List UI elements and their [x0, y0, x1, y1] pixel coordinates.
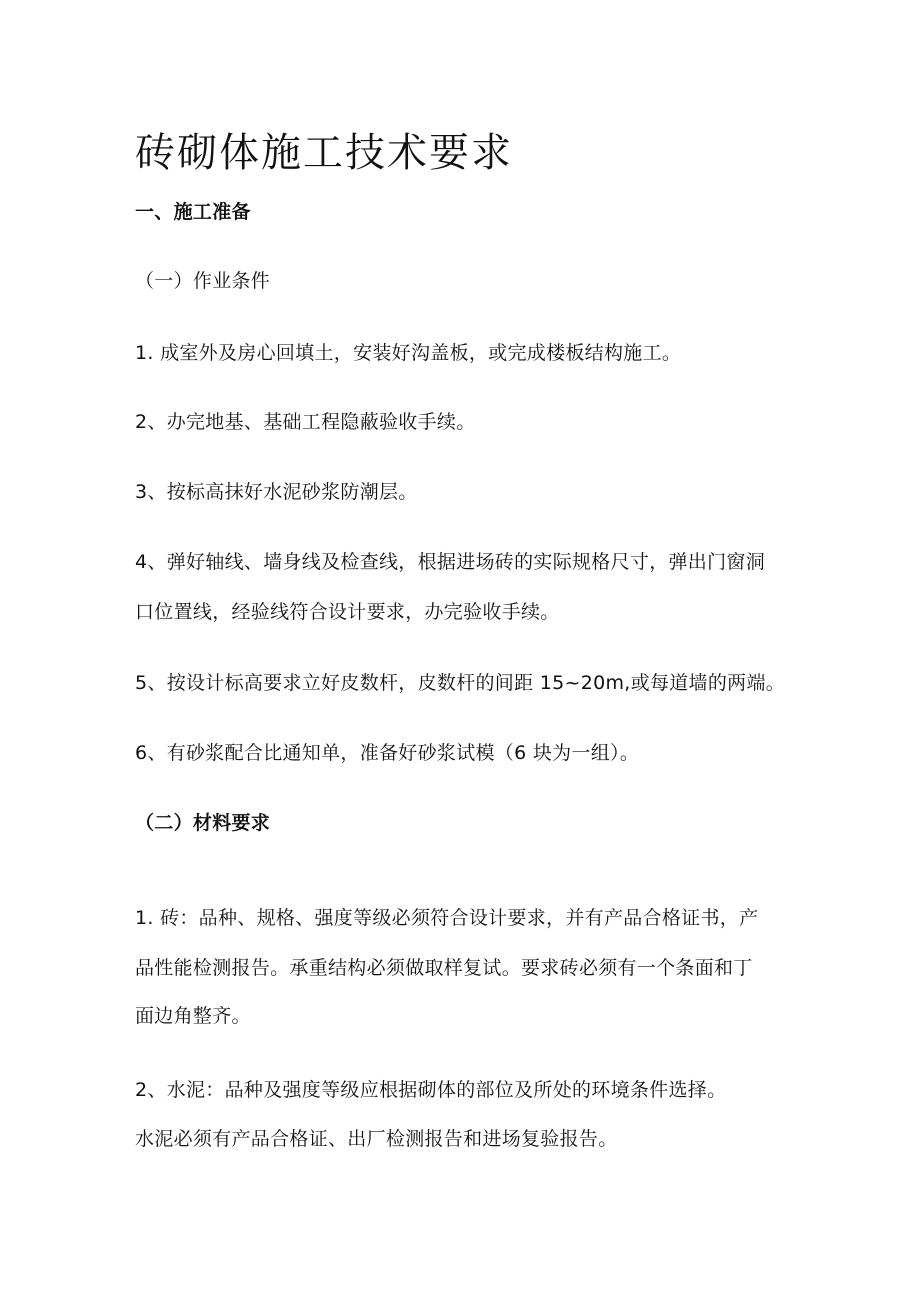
paragraph-line: 6、有砂浆配合比通知单，准备好砂浆试模（6 块为一组）。 — [135, 742, 640, 764]
section-heading-preparation: 一、施工准备 — [135, 201, 251, 223]
paragraph-line: 1. 砖：品种、规格、强度等级必须符合设计要求，并有产品合格证书，产 — [135, 907, 759, 929]
paragraph-line: 4、弹好轴线、墙身线及检查线，根据进场砖的实际规格尺寸，弹出门窗洞 — [135, 551, 765, 573]
paragraph-line: 3、按标高抹好水泥砂浆防潮层。 — [135, 481, 418, 503]
subsection-heading-conditions: （一）作业条件 — [135, 270, 271, 292]
paragraph-line: 口位置线，经验线符合设计要求，办完验收手续。 — [135, 601, 560, 623]
subsection-heading-materials: （二）材料要求 — [135, 812, 271, 834]
paragraph-line: 5、按设计标高要求立好皮数杆，皮数杆的间距 15~20m,或每道墙的两端。 — [135, 672, 786, 694]
paragraph-line: 1. 成室外及房心回填土，安装好沟盖板，或完成楼板结构施工。 — [135, 342, 682, 364]
paragraph-line: 面边角整齐。 — [135, 1005, 251, 1027]
document-title: 砖砌体施工技术要求 — [135, 130, 513, 176]
paragraph-line: 品性能检测报告。承重结构必须做取样复试。要求砖必须有一个条面和丁 — [135, 957, 753, 979]
paragraph-line: 2、办完地基、基础工程隐蔽验收手续。 — [135, 411, 476, 433]
paragraph-line: 2、水泥：品种及强度等级应根据砌体的部位及所处的环境条件选择。 — [135, 1079, 727, 1101]
paragraph-line: 水泥必须有产品合格证、出厂检测报告和进场复验报告。 — [135, 1128, 618, 1150]
